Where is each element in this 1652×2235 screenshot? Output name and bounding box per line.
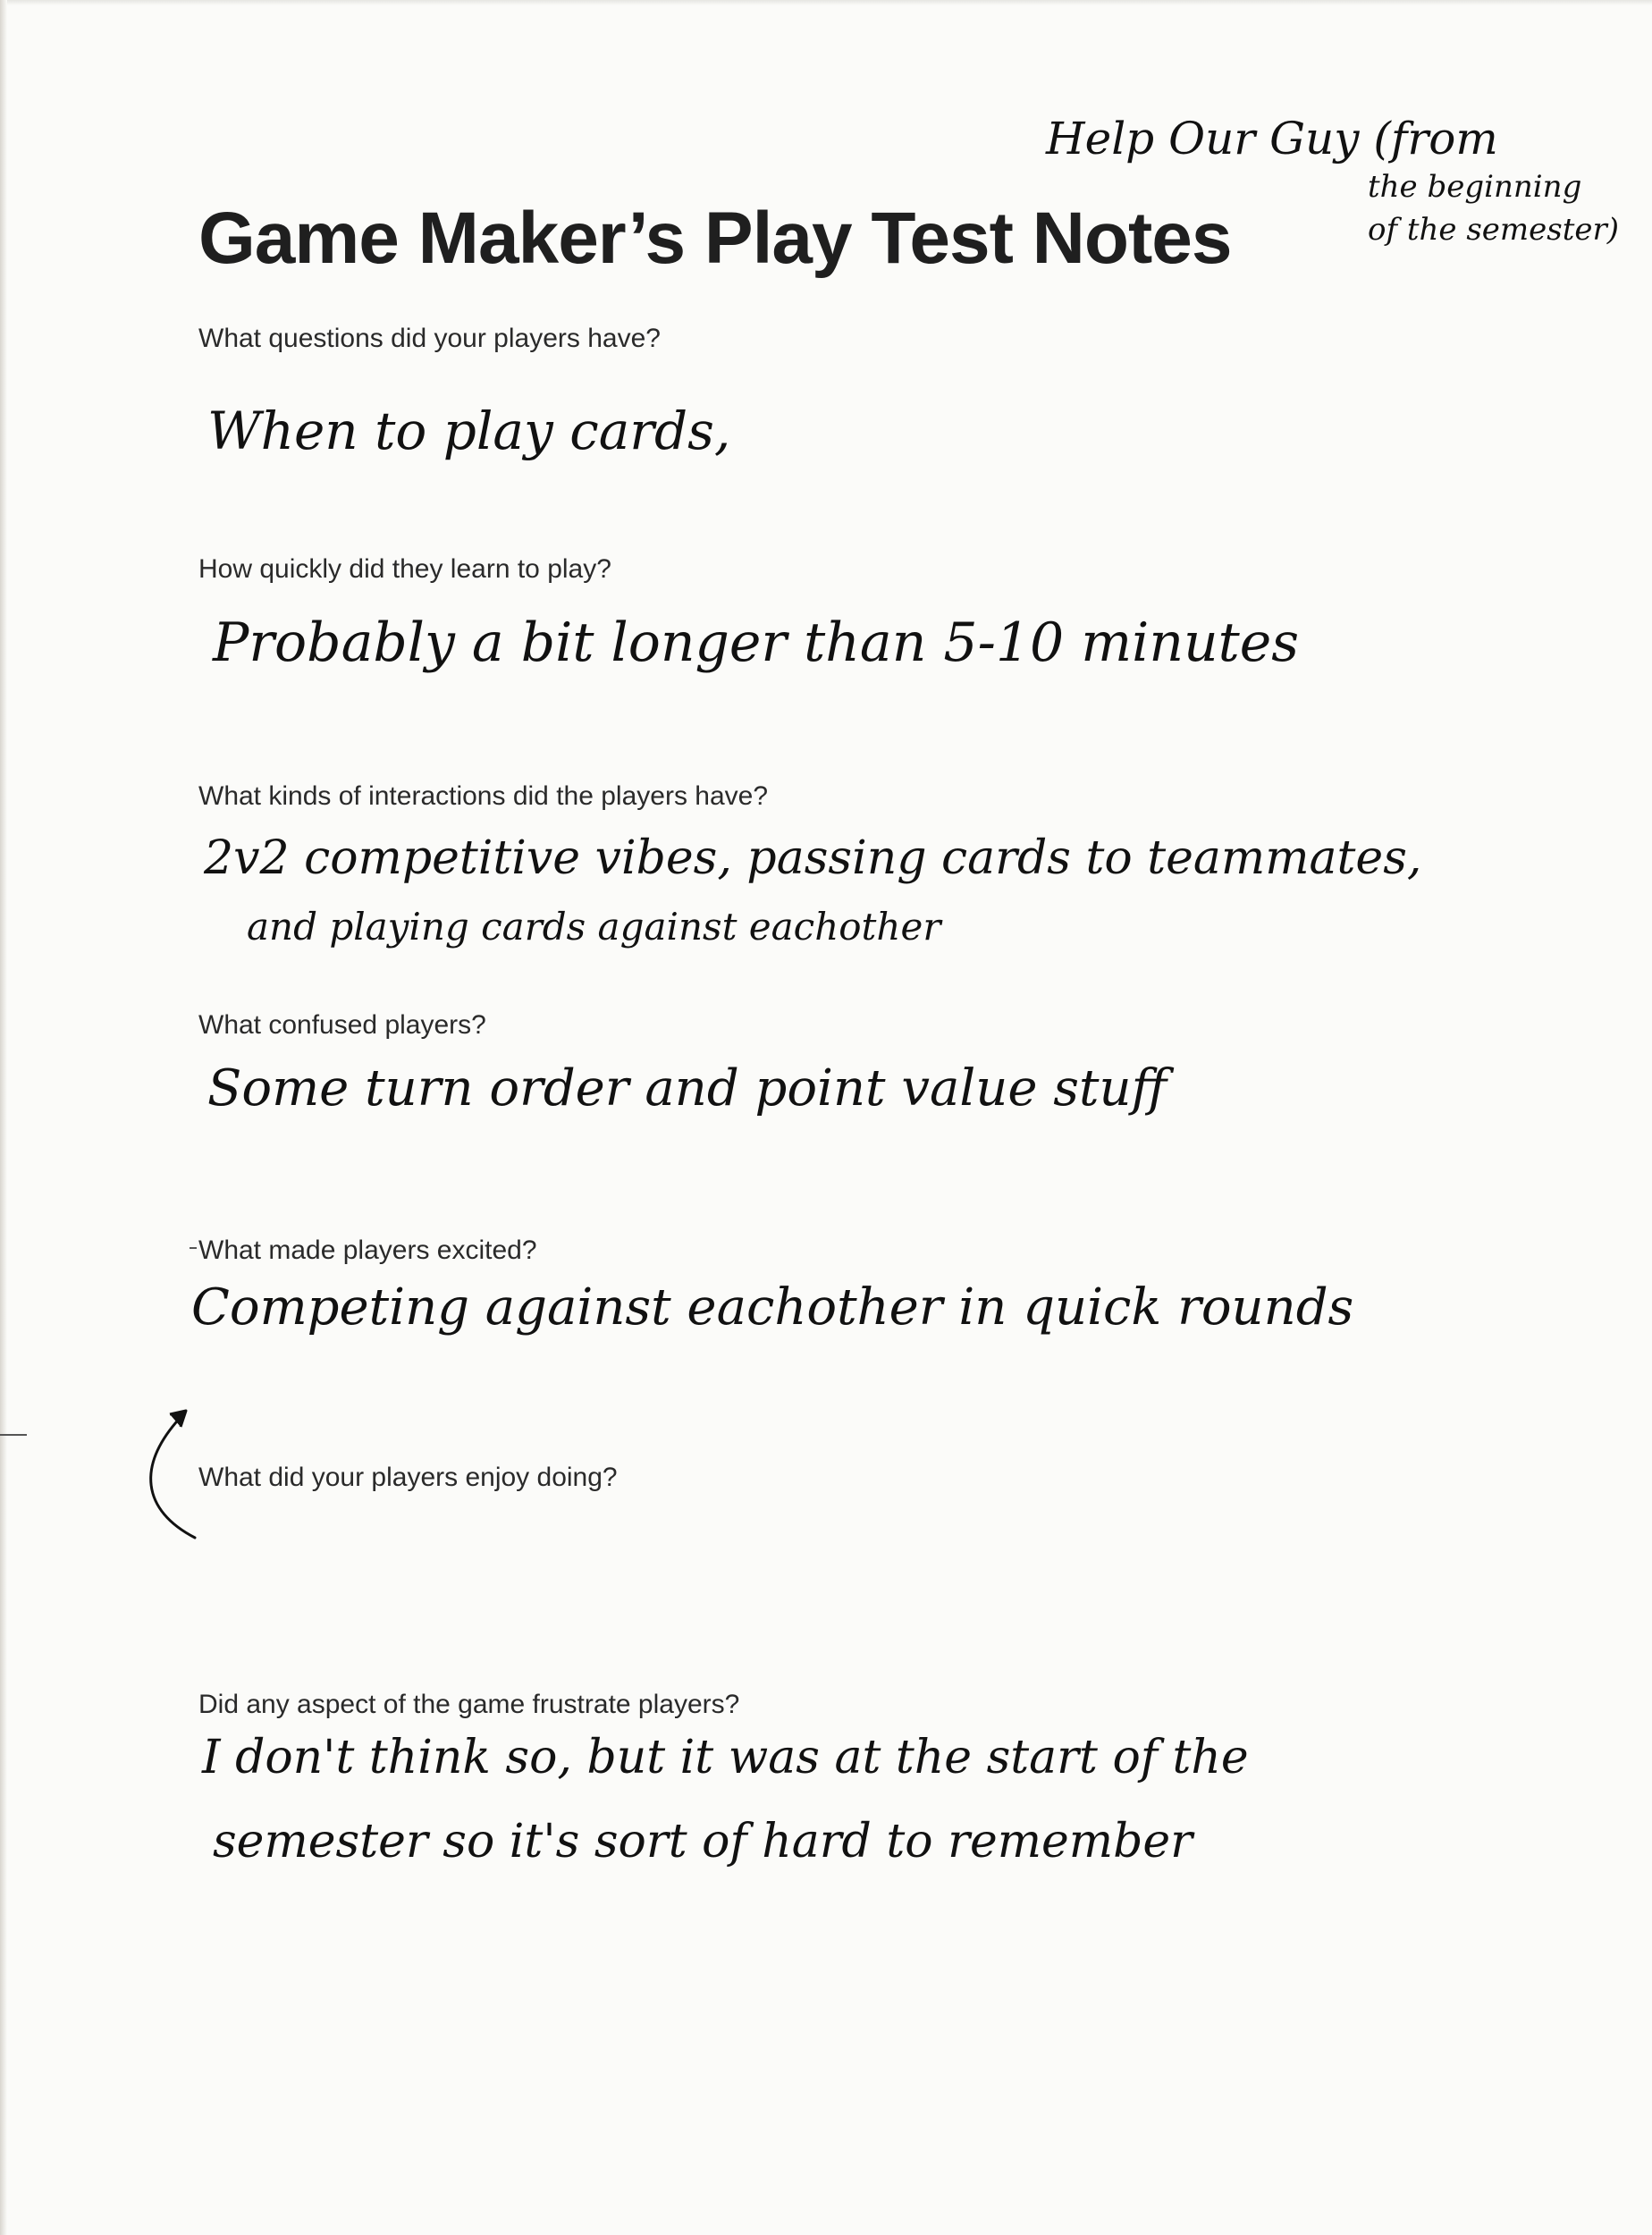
paper-left-edge: [0, 0, 7, 2235]
question-label: What made players excited?: [198, 1236, 537, 1265]
question-label: What kinds of interactions did the players have?: [198, 781, 769, 811]
handwritten-answer: When to play cards,: [207, 401, 731, 461]
question-label: How quickly did they learn to play?: [198, 554, 611, 584]
note-line: of the semester): [1368, 212, 1620, 248]
question-label: Did any aspect of the game frustrate players?: [198, 1690, 740, 1719]
page-title: Game Maker’s Play Test Notes: [198, 198, 1232, 279]
question-label: What confused players?: [198, 1010, 486, 1040]
handwritten-side-note: [1046, 112, 1636, 251]
handwritten-answer: Probably a bit longer than 5-10 minutes: [213, 611, 1300, 674]
handwritten-answer: I don't think so, but it was at the start of the: [202, 1731, 1249, 1784]
paper-top-edge: [0, 0, 1652, 5]
handwritten-answer: 2v2 competitive vibes, passing cards to teammates,: [204, 831, 1422, 885]
question-label: What did your players enjoy doing?: [198, 1463, 618, 1492]
note-line: Help Our Guy (from: [1046, 113, 1498, 164]
handwritten-answer: Competing against eachother in quick rounds: [191, 1278, 1354, 1337]
margin-tick-mark: [190, 1247, 197, 1249]
handwritten-answer: semester so it's sort of hard to remember: [213, 1815, 1193, 1868]
question-label: What questions did your players have?: [198, 324, 661, 353]
note-line: the beginning: [1368, 169, 1582, 205]
margin-tick-mark: [0, 1434, 27, 1436]
handwritten-answer: and playing cards against eachother: [247, 905, 941, 949]
handwritten-answer: Some turn order and point value stuff: [207, 1059, 1167, 1118]
